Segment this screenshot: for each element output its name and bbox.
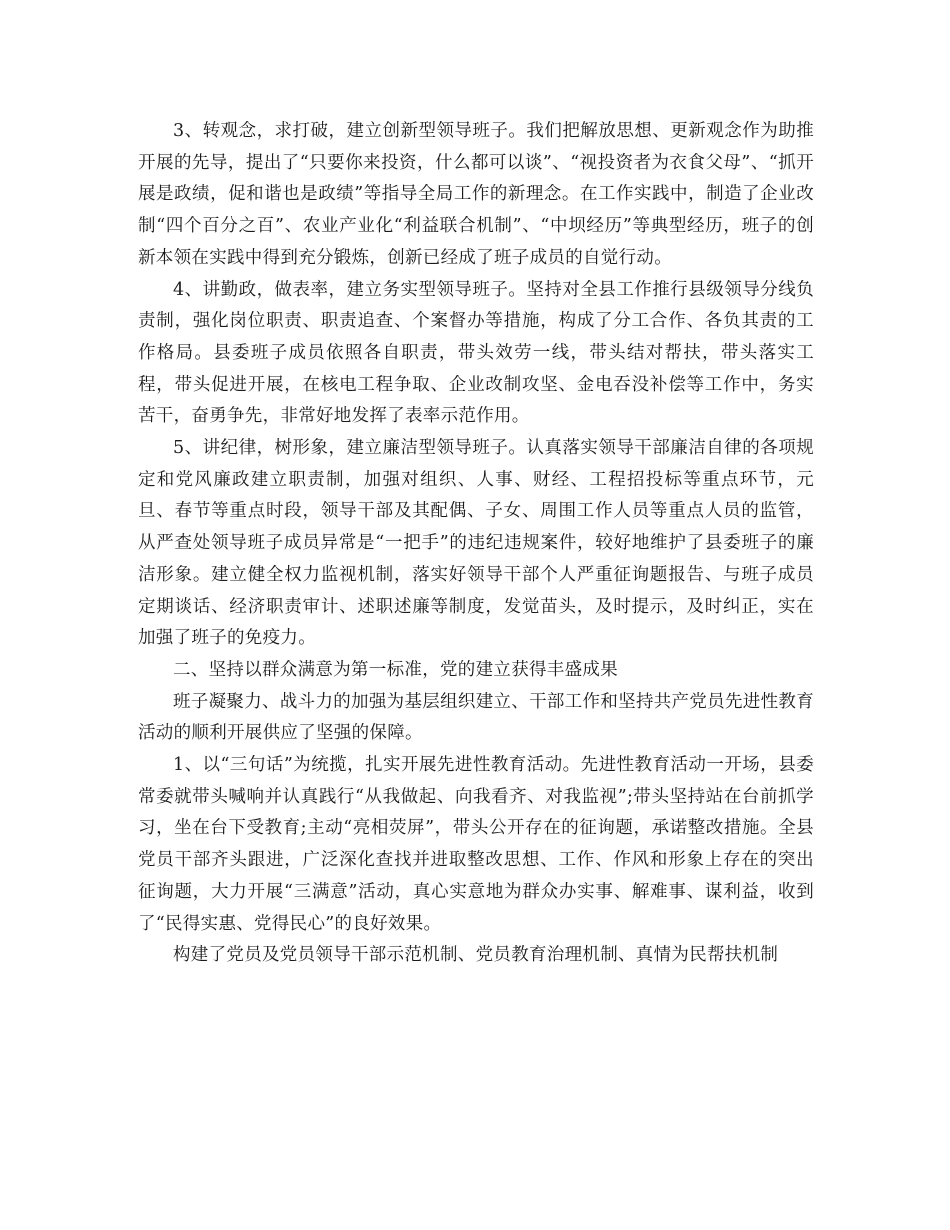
paragraph-item-1: 1、以“三句话”为统揽，扎实开展先进性教育活动。先进性教育活动一开场，县委常委就带头喊响并认真践行“从我做起、向我看齐、对我监视”;带头坚持站在台前抓学习，坐在台下受教育;主动“亮相荧屏”，带头公开存在的征询题，承诺整改措施。全县党员干部齐头跟进，广泛深化查找并进取整改思想、工作、作风和形象上存在的突出征询题，大力开展“三满意”活动，真心实意地为群众办实事、解难事、谋利益，收到了“民得实惠、党得民心”的良好效果。 (138, 755, 814, 934)
section-heading-2: 二、坚持以群众满意为第一标准，党的建立获得丰盛成果 (173, 659, 618, 680)
paragraph-item-4: 4、讲勤政，做表率，建立务实型领导班子。坚持对全县工作推行县级领导分线负责制，强化岗位职责、职责追查、个案督办等措施，构成了分工合作、各负其责的工作格局。县委班子成员依照各自职责，带头效劳一线，带头结对帮扶，带头落实工程，带头促进开展，在核电工程争取、企业改制攻坚、金电吞没补偿等工作中，务实苦干，奋勇争先，非常好地发挥了表率示范作用。 (138, 279, 814, 427)
paragraph-item-3: 3、转观念，求打破，建立创新型领导班子。我们把解放思想、更新观念作为助推开展的先导，提出了“只要你来投资，什么都可以谈”、“视投资者为衣食父母”、“抓开展是政绩，促和谐也是政绩”等指导全局工作的新理念。在工作实践中，制造了企业改制“四个百分之百”、农业产业化“利益联合机制”、“中坝经历”等典型经历，班子的创新本领在实践中得到充分锻炼，创新已经成了班子成员的自觉行动。 (138, 121, 814, 268)
paragraph-continued: 构建了党员及党员领导干部示范机制、党员教育治理机制、真情为民帮扶机制 (173, 945, 779, 966)
paragraph-intro: 班子凝聚力、战斗力的加强为基层组织建立、干部工作和坚持共产党员先进性教育活动的顺利开展供应了坚强的保障。 (138, 691, 814, 744)
paragraph-item-5: 5、讲纪律，树形象，建立廉洁型领导班子。认真落实领导干部廉洁自律的各项规定和党风廉政建立职责制，加强对组织、人事、财经、工程招投标等重点环节，元旦、春节等重点时段，领导干部及其配偶、子女、周围工作人员等重点人员的监管，从严查处领导班子成员异常是“一把手”的违纪违规案件，较好地维护了县委班子的廉洁形象。建立健全权力监视机制，落实好领导干部个人严重征询题报告、与班子成员定期谈话、经济职责审计、述职述廉等制度，发觉苗头，及时提示，及时纠正，实在加强了班子的免疫力。 (138, 438, 814, 649)
document-body (138, 116, 814, 972)
